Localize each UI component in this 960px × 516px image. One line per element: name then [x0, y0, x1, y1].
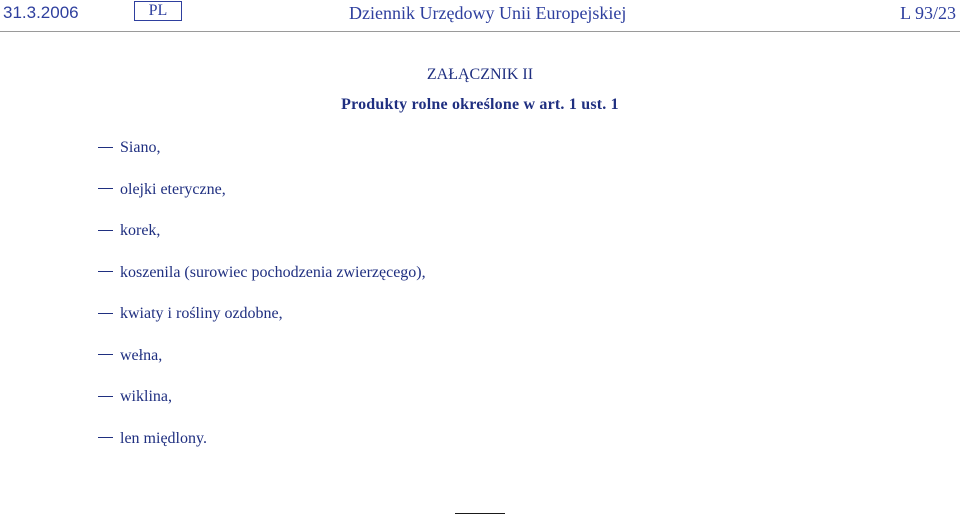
list-item-text: olejki eteryczne,: [120, 180, 226, 198]
list-item: [98, 305, 426, 347]
list-item-text: Siano,: [120, 139, 161, 156]
list-item: [98, 264, 426, 306]
list-item-text: koszenila (surowiec pochodzenia zwierzęcego),: [120, 263, 426, 281]
language-badge: PL: [134, 1, 182, 21]
header-divider: [0, 31, 960, 32]
list-item: [98, 430, 426, 472]
list-item: [98, 181, 426, 223]
list-item-text: len międlony.: [120, 429, 207, 447]
dash-bullet: [98, 437, 113, 438]
list-item: [98, 222, 426, 264]
dash-bullet: [98, 313, 113, 314]
annex-title: Produkty rolne określone w art. 1 ust. 1: [341, 96, 619, 113]
dash-bullet: [98, 396, 113, 397]
page-reference: L 93/23: [900, 3, 956, 23]
end-of-text-rule: [455, 513, 505, 514]
journal-title: Dziennik Urzędowy Unii Europejskiej: [349, 3, 627, 23]
annex-label: ZAŁĄCZNIK II: [426, 66, 534, 83]
dash-bullet: [98, 271, 113, 272]
dash-bullet: [98, 354, 113, 355]
list-item-text: wiklina,: [120, 388, 172, 405]
list-item: [98, 347, 426, 389]
publication-date: 31.3.2006: [3, 3, 79, 22]
list-item-text: kwiaty i rośliny ozdobne,: [120, 305, 283, 322]
dash-bullet: [98, 188, 113, 189]
dash-bullet: [98, 147, 113, 148]
dash-bullet: [98, 230, 113, 231]
list-item-text: wełna,: [120, 346, 163, 364]
list-item: [98, 388, 426, 430]
product-list: [98, 139, 426, 471]
list-item-text: korek,: [120, 222, 161, 239]
list-item: [98, 139, 426, 181]
